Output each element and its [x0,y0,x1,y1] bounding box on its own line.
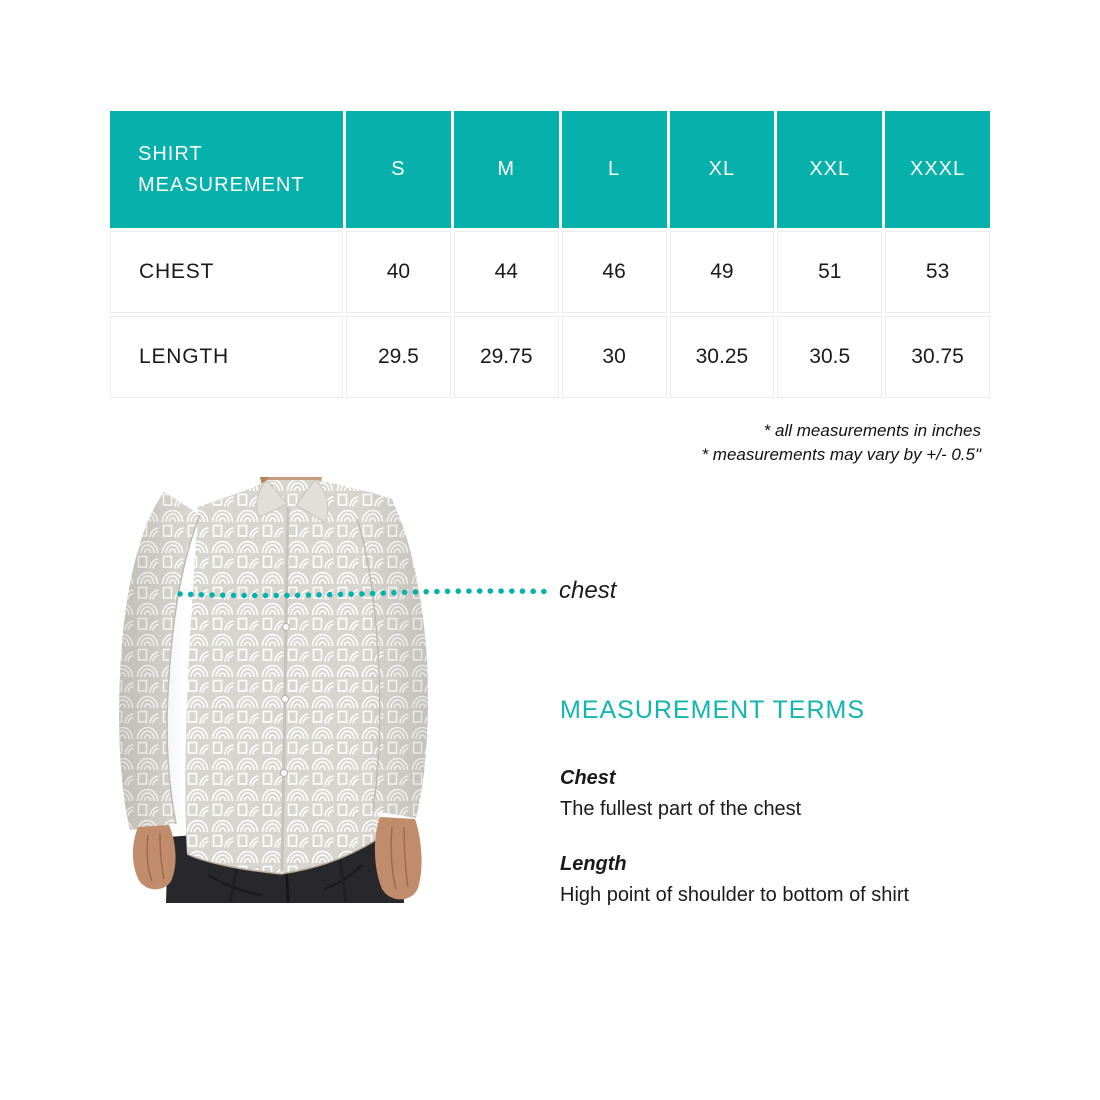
measurement-terms-section [560,696,1020,939]
left-hand [133,825,176,889]
note-variance: * measurements may vary by +/- 0.5" [701,445,981,464]
measurement-notes [560,419,981,467]
chest-measurement-line [176,585,552,599]
size-header-xxl: XXL [777,111,882,228]
size-chart-table [110,111,990,398]
size-header-l: L [562,111,667,228]
length-value-l: 30 [562,316,667,398]
term-chest-definition: The fullest part of the chest [560,798,802,820]
shirt-model-photo [110,477,440,903]
table-title: SHIRT MEASUREMENT [138,142,305,196]
size-header-xxxl: XXXL [885,111,990,228]
chest-value-xl: 49 [670,231,775,313]
length-value-xxxl: 30.75 [885,316,990,398]
size-header-m: M [454,111,559,228]
length-value-m: 29.75 [454,316,559,398]
chest-value-xxxl: 53 [885,231,990,313]
length-value-xxl: 30.5 [777,316,882,398]
chest-value-s: 40 [346,231,451,313]
term-chest-name: Chest [560,767,616,789]
table-title-cell [110,111,343,228]
length-value-xl: 30.25 [670,316,775,398]
length-row-label: LENGTH [110,316,343,398]
note-inches: * all measurements in inches [763,421,981,440]
chest-row-label: CHEST [110,231,343,313]
terms-heading: MEASUREMENT TERMS [560,696,866,724]
chest-line-label: chest [559,577,617,604]
term-chest [560,767,1020,821]
size-header-s: S [346,111,451,228]
chest-value-m: 44 [454,231,559,313]
term-length-definition: High point of shoulder to bottom of shirt [560,884,910,906]
chest-value-xxl: 51 [777,231,882,313]
size-header-xl: XL [670,111,775,228]
term-length-name: Length [560,853,627,875]
right-hand [375,817,422,899]
shirt-shading [119,480,428,874]
term-length [560,853,1020,907]
chest-value-l: 46 [562,231,667,313]
length-value-s: 29.5 [346,316,451,398]
